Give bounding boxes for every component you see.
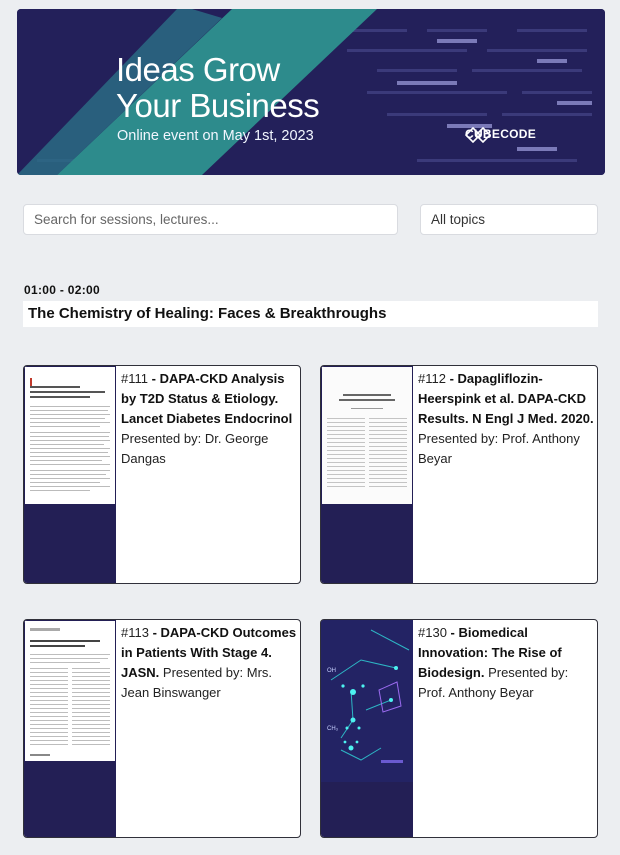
lecture-title[interactable]: DAPA-CKD Outcomes in Patients With Stage 4. JASN. [121,625,297,680]
lecture-title[interactable]: DAPA-CKD Analysis by T2D Status & Etiology. Lancet Diabetes Endocrinol [121,371,293,426]
lecture-thumbnail [321,620,413,837]
topics-select[interactable]: All topics [420,204,598,235]
lecture-presenter: Presented by: Mrs. Jean Binswanger [121,665,273,700]
lecture-number: #130 [418,625,447,640]
document-preview [24,620,116,762]
lecture-title[interactable]: Dapagliflozin-Heerspink et al. DAPA-CKD Results. N Engl J Med. 2020. [418,371,594,426]
lecture-presenter: Presented by: Prof. Anthony Beyar [418,665,569,700]
banner-title: Ideas Grow Your Business [116,51,320,124]
search-input[interactable] [23,204,398,235]
lecture-card[interactable] [23,619,301,838]
lecture-card[interactable] [320,365,598,584]
lecture-thumbnail [321,366,413,583]
lecture-title[interactable]: Biomedical Innovation: The Rise of Biodesign. [418,625,562,680]
session-title: The Chemistry of Healing: Faces & Breakthroughs [23,301,598,327]
lecture-info [418,623,594,703]
lecture-thumbnail [24,366,116,583]
svg-text:CH₃: CH₃ [327,726,339,732]
event-banner [17,9,605,175]
brand-name: CUBECODE [465,127,537,141]
lecture-presenter: Presented by: Dr. George Dangas [121,431,269,466]
document-preview [24,366,116,506]
document-preview [321,366,413,506]
lecture-number: #112 [418,371,446,386]
lecture-number: #111 [121,371,148,386]
session-time: 01:00 - 02:00 [24,283,100,297]
lecture-card[interactable] [23,365,301,584]
cubecode-logo-icon [465,127,491,143]
svg-text:OH: OH [327,668,336,674]
lecture-number: #113 [121,625,149,640]
lecture-info [121,623,297,703]
banner-subtitle: Online event on May 1st, 2023 [117,128,314,144]
lecture-separator: - [445,371,458,386]
lecture-thumbnail [24,620,116,837]
lecture-separator: - [446,625,459,640]
molecule-illustration [321,620,413,782]
lecture-card[interactable] [320,619,598,838]
lecture-presenter: Presented by: Prof. Anthony Beyar [418,431,580,466]
lecture-info [121,369,297,469]
lecture-info [418,369,594,469]
lecture-separator: - [148,625,161,640]
brand-logo [465,127,536,141]
lecture-separator: - [148,371,160,386]
